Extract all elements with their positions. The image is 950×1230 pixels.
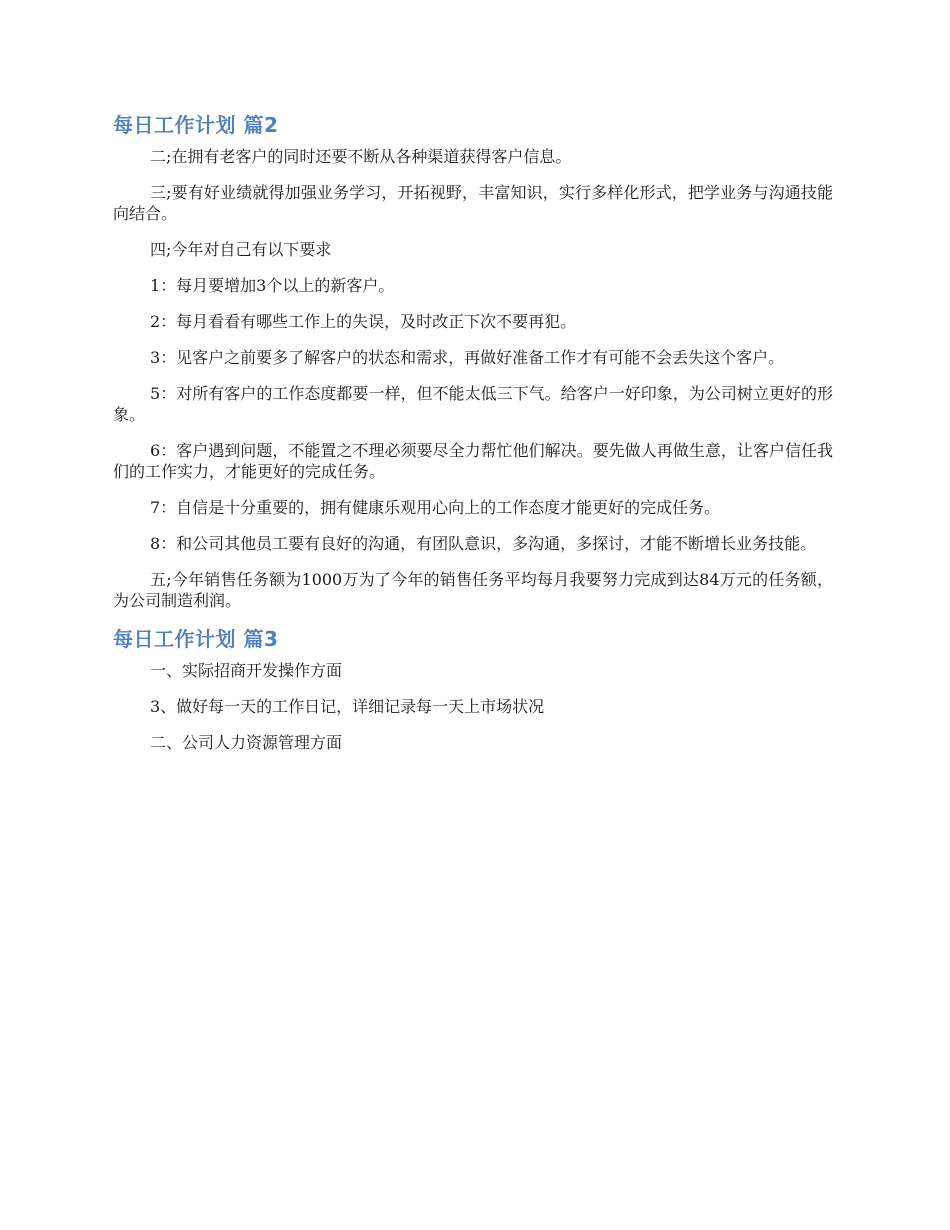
document-page bbox=[113, 100, 833, 768]
paragraph: 6：客户遇到问题，不能置之不理必须要尽全力帮忙他们解决。要先做人再做生意，让客户信任我们的工作实力，才能更好的完成任务。 bbox=[113, 441, 833, 481]
paragraph: 一、实际招商开发操作方面 bbox=[150, 661, 343, 680]
paragraph: 三;要有好业绩就得加强业务学习，开拓视野，丰富知识，实行多样化形式，把学业务与沟通技能向结合。 bbox=[113, 183, 833, 223]
paragraph: 3、做好每一天的工作日记，详细记录每一天上市场状况 bbox=[150, 697, 545, 716]
paragraph: 5：对所有客户的工作态度都要一样，但不能太低三下气。给客户一好印象，为公司树立更好的形象。 bbox=[113, 384, 833, 424]
section-heading: 每日工作计划 篇2 bbox=[113, 113, 279, 137]
paragraph: 二;在拥有老客户的同时还要不断从各种渠道获得客户信息。 bbox=[150, 147, 572, 166]
paragraph: 3：见客户之前要多了解客户的状态和需求，再做好准备工作才有可能不会丢失这个客户。 bbox=[150, 348, 785, 367]
paragraph: 7：自信是十分重要的，拥有健康乐观用心向上的工作态度才能更好的完成任务。 bbox=[150, 498, 721, 517]
paragraph: 五;今年销售任务额为1000万为了今年的销售任务平均每月我要努力完成到达84万元的任务额，为公司制造利润。 bbox=[113, 570, 833, 610]
paragraph: 二、公司人力资源管理方面 bbox=[150, 733, 343, 752]
paragraph: 8：和公司其他员工要有良好的沟通，有团队意识，多沟通，多探讨，才能不断增长业务技能。 bbox=[150, 534, 817, 553]
paragraph: 2：每月看看有哪些工作上的失误，及时改正下次不要再犯。 bbox=[150, 312, 577, 331]
paragraph: 1：每月要增加3个以上的新客户。 bbox=[150, 276, 395, 295]
section-heading: 每日工作计划 篇3 bbox=[113, 627, 279, 651]
paragraph: 四;今年对自己有以下要求 bbox=[150, 240, 332, 259]
